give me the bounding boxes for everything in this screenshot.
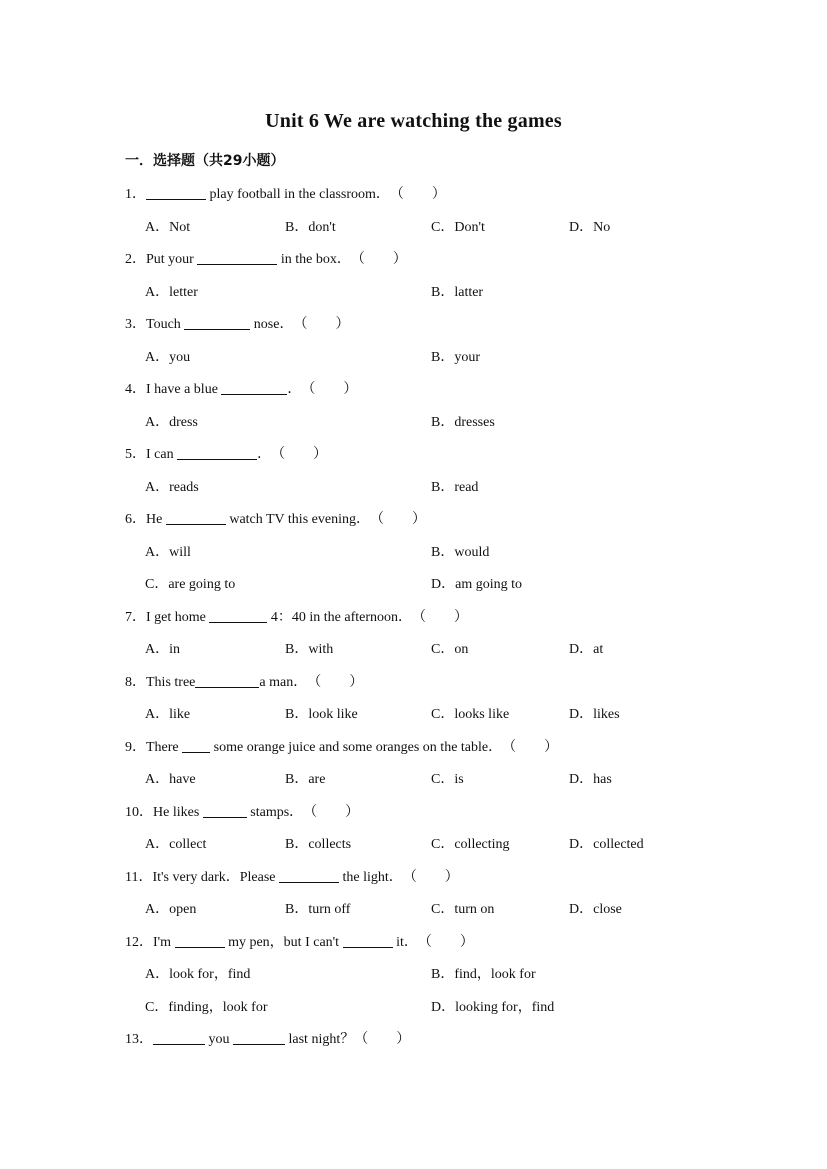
question-number: 8． xyxy=(125,675,146,690)
option-a[interactable]: A．will xyxy=(145,545,191,560)
option-b[interactable]: B．look like xyxy=(285,707,358,722)
option-c[interactable]: C．is xyxy=(431,772,464,787)
option-c[interactable]: C．looks like xyxy=(431,707,510,722)
option-b[interactable]: B．would xyxy=(431,545,490,560)
option-b[interactable]: B．don't xyxy=(285,220,336,235)
option-b[interactable]: B．read xyxy=(431,480,479,495)
answer-blank xyxy=(175,933,225,948)
option-d[interactable]: D．looking for，find xyxy=(431,1000,555,1015)
question-12 xyxy=(125,931,474,951)
question-text: He likes xyxy=(153,805,203,820)
question-text: I can xyxy=(146,447,178,462)
question-text: last night？ xyxy=(285,1032,355,1047)
question-2 xyxy=(125,248,407,268)
option-b[interactable]: B．turn off xyxy=(285,902,351,917)
answer-blank xyxy=(233,1030,285,1045)
option-b[interactable]: B．latter xyxy=(431,285,484,300)
question-text: in the box． xyxy=(277,252,351,267)
question-13 xyxy=(125,1028,411,1048)
question-text: It's very dark．Please xyxy=(152,870,280,885)
question-5 xyxy=(125,443,328,463)
option-a[interactable]: A．have xyxy=(145,772,196,787)
question-number: 12． xyxy=(125,935,153,950)
answer-blank xyxy=(153,1030,205,1045)
option-b[interactable]: B．with xyxy=(285,642,334,657)
option-c[interactable]: C．turn on xyxy=(431,902,495,917)
option-a[interactable]: A．you xyxy=(145,350,191,365)
answer-blank xyxy=(146,185,206,200)
option-d[interactable]: D．has xyxy=(569,772,612,787)
question-number: 5． xyxy=(125,447,146,462)
question-number: 4． xyxy=(125,382,146,397)
option-a[interactable]: A．Not xyxy=(145,220,191,235)
question-text: There xyxy=(146,740,183,755)
question-text: ． xyxy=(287,382,302,397)
question-text: ． xyxy=(257,447,272,462)
option-d[interactable]: D．likes xyxy=(569,707,620,722)
option-d[interactable]: D．at xyxy=(569,642,604,657)
option-c[interactable]: C．Don't xyxy=(431,220,485,235)
option-b[interactable]: B．are xyxy=(285,772,326,787)
question-text: you xyxy=(205,1032,233,1047)
page-title: Unit 6 We are watching the games xyxy=(265,110,562,132)
question-number: 13． xyxy=(125,1032,153,1047)
question-number: 11． xyxy=(125,870,153,885)
answer-paren: （ ） xyxy=(303,805,360,820)
question-number: 6． xyxy=(125,512,146,527)
option-a[interactable]: A．dress xyxy=(145,415,198,430)
question-text: some orange juice and some oranges on the table． xyxy=(210,740,503,755)
option-c[interactable]: C．finding，look for xyxy=(145,1000,268,1015)
answer-blank xyxy=(203,803,247,818)
option-a[interactable]: A．look for，find xyxy=(145,967,251,982)
answer-blank xyxy=(177,445,257,460)
question-text: I'm xyxy=(153,935,175,950)
question-11 xyxy=(125,866,459,886)
answer-paren: （ ） xyxy=(307,675,364,690)
answer-blank xyxy=(182,738,210,753)
question-8 xyxy=(125,671,364,691)
question-text: 4：40 in the afternoon． xyxy=(267,610,413,625)
answer-blank xyxy=(166,510,226,525)
question-text: nose． xyxy=(250,317,294,332)
option-a[interactable]: A．in xyxy=(145,642,180,657)
answer-paren: （ ） xyxy=(412,610,469,625)
question-text: the light． xyxy=(339,870,403,885)
option-b[interactable]: B．find，look for xyxy=(431,967,536,982)
answer-paren: （ ） xyxy=(350,252,407,267)
question-text: it． xyxy=(392,935,418,950)
option-a[interactable]: A．like xyxy=(145,707,191,722)
option-b[interactable]: B．collects xyxy=(285,837,352,852)
answer-paren: （ ） xyxy=(417,935,474,950)
answer-blank xyxy=(221,380,287,395)
question-number: 3． xyxy=(125,317,146,332)
question-text: stamps． xyxy=(246,805,304,820)
answer-paren: （ ） xyxy=(271,447,328,462)
option-c[interactable]: C．collecting xyxy=(431,837,510,852)
option-b[interactable]: B．dresses xyxy=(431,415,495,430)
question-text: watch TV this evening． xyxy=(225,512,370,527)
answer-paren: （ ） xyxy=(293,317,350,332)
question-1 xyxy=(125,183,446,203)
question-number: 2． xyxy=(125,252,146,267)
question-4 xyxy=(125,378,358,398)
question-6 xyxy=(125,508,426,528)
answer-paren: （ ） xyxy=(301,382,358,397)
answer-paren: （ ） xyxy=(389,187,446,202)
question-10 xyxy=(125,801,360,821)
question-text: Touch xyxy=(146,317,185,332)
section-heading: 一．选择题（共29小题） xyxy=(125,153,285,169)
option-b[interactable]: B．your xyxy=(431,350,480,365)
question-text: my pen，but I can't xyxy=(224,935,343,950)
option-a[interactable]: A．letter xyxy=(145,285,198,300)
question-text: play football in the classroom． xyxy=(206,187,390,202)
option-c[interactable]: C．are going to xyxy=(145,577,236,592)
question-number: 9． xyxy=(125,740,146,755)
question-text: He xyxy=(146,512,166,527)
answer-paren: （ ） xyxy=(402,870,459,885)
answer-paren: （ ） xyxy=(369,512,426,527)
question-text: This tree xyxy=(146,675,196,690)
question-text: I get home xyxy=(146,610,210,625)
question-9 xyxy=(125,736,559,756)
question-text: I have a blue xyxy=(146,382,222,397)
answer-blank xyxy=(343,933,393,948)
option-d[interactable]: D．collected xyxy=(569,837,644,852)
answer-blank xyxy=(197,250,277,265)
question-3 xyxy=(125,313,350,333)
option-a[interactable]: A．reads xyxy=(145,480,199,495)
option-d[interactable]: D．No xyxy=(569,220,611,235)
question-7 xyxy=(125,606,469,626)
option-d[interactable]: D．am going to xyxy=(431,577,522,592)
question-number: 7． xyxy=(125,610,146,625)
answer-blank xyxy=(184,315,250,330)
answer-blank xyxy=(195,673,259,688)
question-text: a man． xyxy=(259,675,308,690)
option-d[interactable]: D．close xyxy=(569,902,622,917)
option-a[interactable]: A．collect xyxy=(145,837,207,852)
answer-paren: （ ） xyxy=(354,1032,411,1047)
question-text: Put your xyxy=(146,252,198,267)
option-c[interactable]: C．on xyxy=(431,642,469,657)
option-a[interactable]: A．open xyxy=(145,902,197,917)
question-number: 1． xyxy=(125,187,146,202)
answer-blank xyxy=(209,608,267,623)
answer-paren: （ ） xyxy=(502,740,559,755)
answer-blank xyxy=(279,868,339,883)
question-number: 10． xyxy=(125,805,153,820)
